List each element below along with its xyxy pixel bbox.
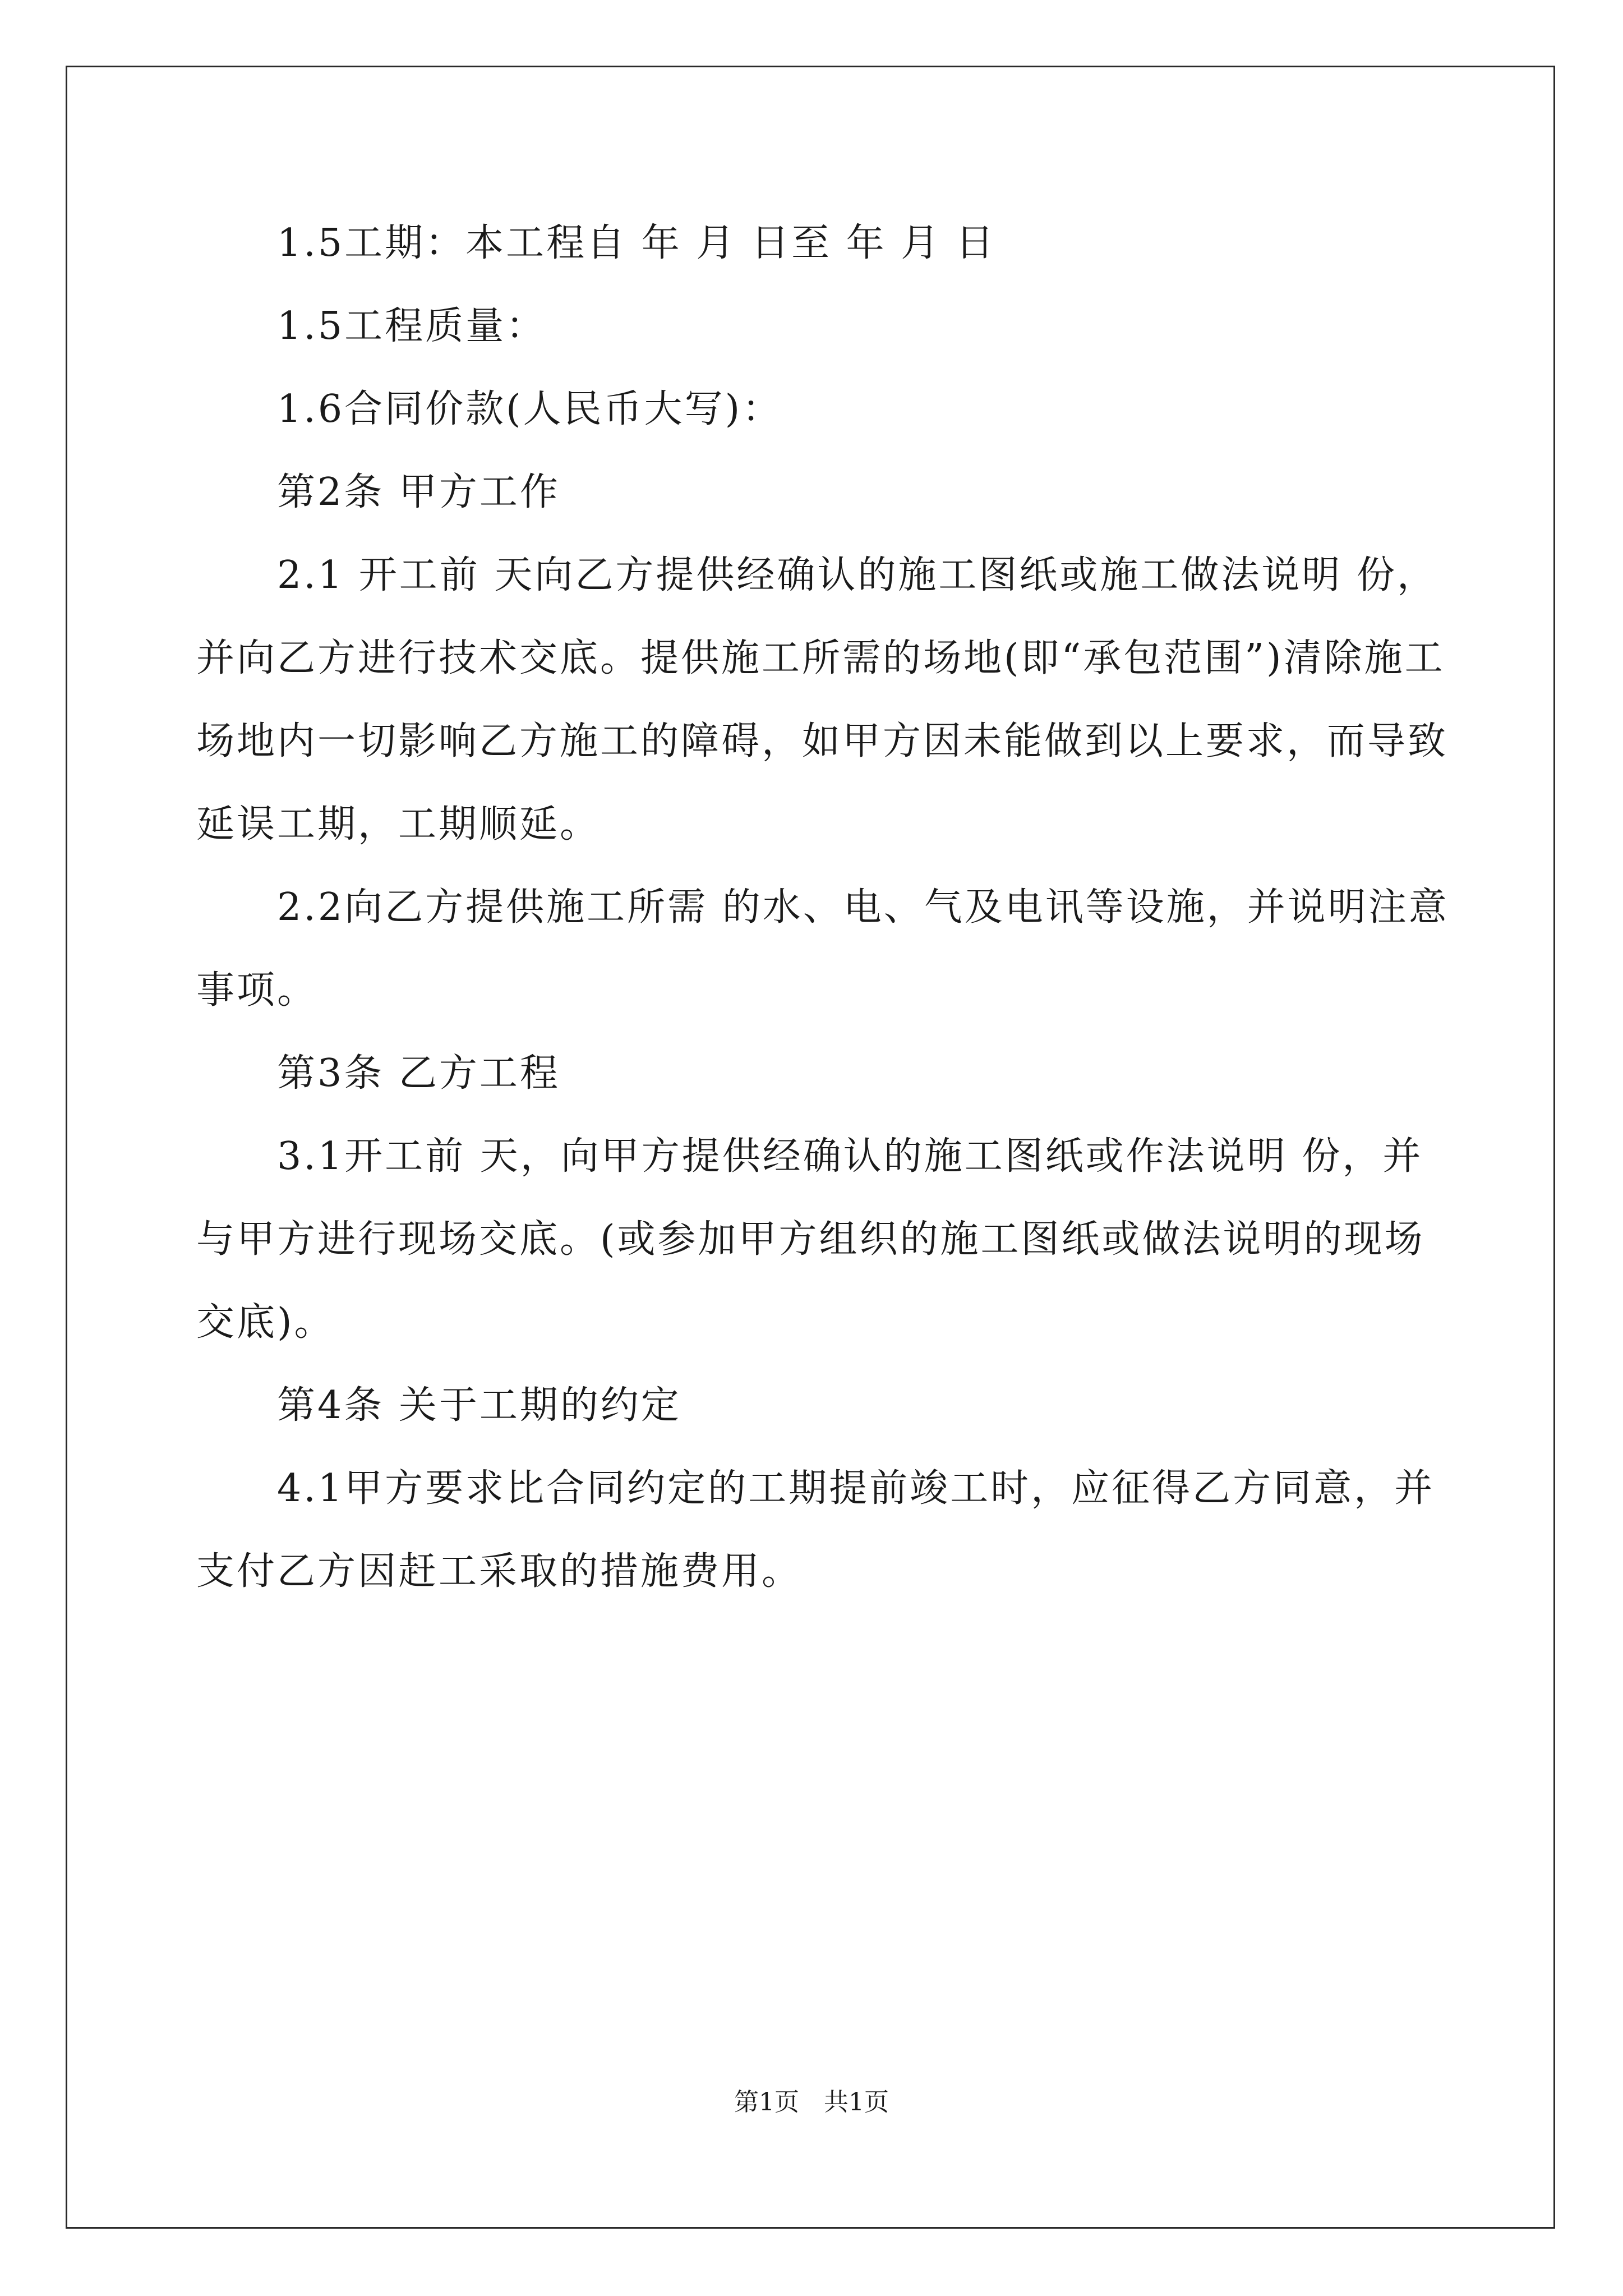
clause-2-2: 2.2向乙方提供施工所需 的水、电、气及电讯等设施，并说明注意事项。	[196, 885, 1449, 1013]
page-number-footer: 第1页 共1页	[734, 2088, 889, 2116]
article-4-heading: 第4条 关于工期的约定	[277, 1383, 681, 1428]
clause-1-6-price: 1.6合同价款(人民币大写)：	[277, 387, 783, 431]
article-2-heading: 第2条 甲方工作	[277, 470, 560, 514]
clause-1-5-duration: 1.5工期：本工程自 年 月 日至 年 月 日	[277, 221, 996, 265]
clause-1-5-quality: 1.5工程质量：	[277, 304, 547, 348]
clause-2-1: 2.1 开工前 天向乙方提供经确认的施工图纸或施工做法说明 份，并向乙方进行技术交底。提供施工所需的场地(即“承包范围”)清除施工场地内一切影响乙方施工的障碍，如甲方因未能做到以上要求，而导致延误工期，工期顺延。	[196, 553, 1449, 846]
document-body	[196, 202, 1453, 1613]
clause-4-1: 4.1甲方要求比合同约定的工期提前竣工时，应征得乙方同意，并支付乙方因赶工采取的措施费用。	[196, 1466, 1435, 1594]
clause-3-1: 3.1开工前 天，向甲方提供经确认的施工图纸或作法说明 份，并与甲方进行现场交底。(或参加甲方组织的施工图纸或做法说明的现场交底)。	[196, 1134, 1425, 1345]
article-3-heading: 第3条 乙方工程	[277, 1051, 560, 1096]
